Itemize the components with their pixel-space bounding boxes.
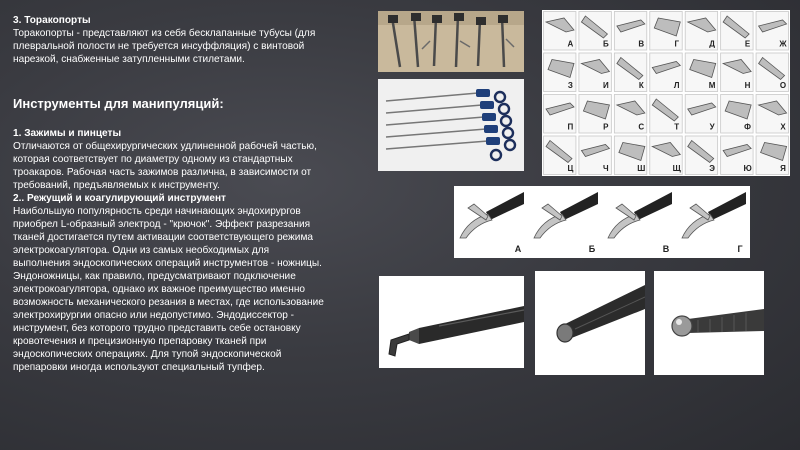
clamps-line: троакаров. Рабочая часть зажимов различна, в зависимости от	[13, 167, 312, 178]
thoracoports-line: Торакопорты - представляют из себя бесклапанные тубусы (для	[13, 28, 316, 39]
tip-cell	[544, 12, 576, 51]
tip-cell	[650, 95, 682, 134]
thoracoports-line: плевральной полости не требуется инсуффляция) с винтовой	[13, 41, 305, 52]
tip-cell	[756, 53, 788, 92]
tip-label: С	[638, 122, 645, 132]
tip-label: Г	[674, 39, 679, 49]
tip-label: Д	[709, 39, 715, 49]
tip-label: Т	[674, 122, 680, 132]
jaw-item	[534, 192, 598, 254]
trocar-photo	[378, 11, 524, 72]
clamps-line: Отличаются от общехирургических удлиненной рабочей частью,	[13, 141, 317, 152]
clamps-title: 1. Зажимы и пинцеты	[13, 128, 122, 139]
tip-cell	[685, 95, 717, 134]
tip-cell	[756, 95, 788, 134]
tip-label: Б	[602, 39, 609, 49]
tip-cell	[579, 95, 611, 134]
tip-label: З	[567, 81, 573, 90]
jaw-blade	[690, 204, 710, 220]
cutting-line: электрокоагулятора. Одни из самых необходимых для	[13, 245, 270, 256]
clamps-line: требований, предъявляемых к инструменту.	[13, 180, 220, 191]
cutting-line: возможность механического резания в местах, где использование	[13, 297, 324, 308]
tip-label: Л	[673, 81, 680, 90]
cutting-line: электрокоагулятора, однако их важное преимущество именно	[13, 284, 306, 295]
tip-label: И	[602, 81, 609, 90]
jaw-blade	[468, 204, 488, 220]
hook-electrode-photo	[379, 276, 524, 368]
tip-label: У	[709, 122, 715, 132]
tip-cell	[579, 53, 611, 92]
clamps-line: которая соответствует по диаметру одному из стандартных	[13, 154, 293, 165]
tip-cell	[685, 136, 717, 175]
cutting-line: тканей достигается путем активации соответствующего режима	[13, 232, 313, 243]
tip-cell	[756, 12, 788, 51]
thoracoports-title: 3. Торакопорты	[13, 15, 91, 26]
tip-label: П	[567, 122, 574, 132]
instruments-section	[13, 127, 373, 374]
thoracoports-section	[13, 14, 373, 66]
tip-label: К	[638, 81, 644, 90]
jaw-blade	[542, 204, 562, 220]
cutting-line: Эндоножницы, как правило, предусматривают подключение	[13, 271, 296, 282]
ball-dissector-photo	[654, 271, 764, 375]
tip-cell	[650, 136, 682, 175]
jaw-label: Б	[588, 244, 596, 254]
instruments-photo	[378, 79, 524, 171]
tip-label: Е	[744, 39, 751, 49]
jaw-shaft	[634, 192, 672, 220]
jaw-item	[682, 192, 746, 254]
cutting-line: эндоскопических операциях. Для тупой эндоскопической	[13, 349, 282, 360]
scissors-tip-photo	[535, 271, 645, 375]
tip-label: Н	[744, 81, 751, 90]
tip-cell	[544, 53, 576, 92]
jaw-label: Г	[737, 244, 743, 254]
tip-cell	[614, 95, 646, 134]
instrument-tips-grid	[542, 10, 790, 176]
tip-label: А	[567, 39, 574, 49]
tip-label: О	[779, 81, 787, 90]
tip-cell	[721, 95, 753, 134]
tip-label: Ч	[603, 164, 609, 173]
jaw-label: А	[514, 244, 522, 254]
tip-label: Я	[780, 164, 786, 173]
tip-cell	[544, 95, 576, 134]
tip-cell	[614, 136, 646, 175]
thoracoports-line: нарезкой, снабженные затупленными стилетами.	[13, 54, 245, 65]
tip-cell	[614, 12, 646, 51]
tip-label: Э	[709, 164, 715, 173]
jaw-blade	[616, 204, 636, 220]
tip-cell	[650, 53, 682, 92]
tip-cell	[544, 136, 576, 175]
tip-label: Х	[780, 122, 786, 132]
tip-label: Ц	[567, 164, 574, 173]
cutting-line: приобрел L-образный электрод - "крючок". Эффект разрезания	[13, 219, 311, 230]
jaw-label: В	[662, 244, 670, 254]
tip-cell	[721, 12, 753, 51]
jaw-item	[608, 192, 672, 254]
tip-cell	[650, 12, 682, 51]
cutting-title: 2.. Режущий и коагулирующий инструмент	[13, 193, 226, 204]
cutting-line: инструмент, без которого трудно представить себе остановку	[13, 323, 301, 334]
cutting-line: выполнения эндоскопических операций инструментов - ножницы.	[13, 258, 322, 269]
jaw-types-photo	[454, 186, 750, 258]
tip-label: Ю	[743, 164, 752, 173]
tip-cell	[685, 12, 717, 51]
cutting-line: кровотечения и прецизионную препаровку тканей при	[13, 336, 267, 347]
tip-label: М	[708, 81, 716, 90]
tip-cell	[756, 136, 788, 175]
tip-cell	[579, 12, 611, 51]
jaw-shaft	[486, 192, 524, 220]
tip-label: В	[638, 39, 645, 49]
tip-cell	[614, 53, 646, 92]
tip-cell	[579, 136, 611, 175]
tip-cell	[721, 136, 753, 175]
tip-cell	[721, 53, 753, 92]
instruments-heading: Инструменты для манипуляций:	[13, 96, 224, 111]
tip-cell	[685, 53, 717, 92]
cutting-line: электрохирургии опасно или недопустимо. Эндодиссектор -	[13, 310, 295, 321]
jaw-shaft	[708, 192, 746, 220]
tip-label: Р	[603, 122, 609, 132]
cutting-line: Наибольшую популярность среди начинающих эндохирургов	[13, 206, 301, 217]
jaw-item	[460, 192, 524, 254]
tip-label: Ф	[744, 122, 751, 132]
jaw-shaft	[560, 192, 598, 220]
tip-label: Щ	[672, 164, 681, 173]
cutting-line: препаровки иногда используют специальный тупфер.	[13, 362, 265, 373]
tip-label: Ж	[779, 39, 787, 49]
tip-label: Ш	[637, 164, 646, 173]
